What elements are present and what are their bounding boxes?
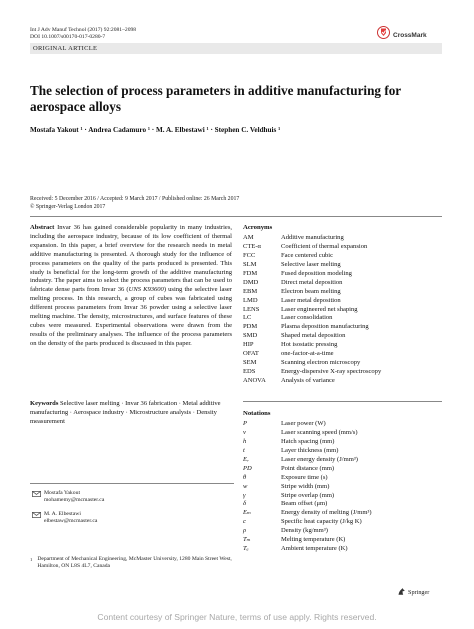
notation-symbol: PD [243,464,252,472]
notation-symbol: ρ [243,527,247,535]
journal-citation: Int J Adv Manuf Technol (2017) 92:2081–2098 [30,27,137,33]
notations-heading: Notations [243,410,271,417]
notation-definition: Stripe width (mm) [281,482,330,490]
notation-row [243,536,443,545]
acronym-definition: Laser engineered net shaping [281,305,358,313]
acronym-row [243,261,443,270]
notation-definition: Laser energy density (J/mm³) [281,455,358,463]
acronym-definition: Direct metal deposition [281,278,343,286]
acronym-symbol: EDS [243,368,256,376]
keywords-label: Keywords [30,400,59,407]
notation-symbol: θ [243,473,247,481]
acronym-row [243,288,443,297]
notation-definition: Laser power (W) [281,420,326,427]
doi-link[interactable]: DOI 10.1007/s00170-017-0280-7 [30,34,106,40]
notation-symbol: Tₘ [243,536,251,544]
acronym-row [243,270,443,279]
abstract-label: Abstract [30,224,55,231]
abstract-paragraph [30,224,232,349]
notation-symbol: w [243,482,248,490]
envelope-icon [30,511,44,520]
notation-symbol: h [243,437,247,445]
keywords-paragraph [30,399,232,426]
acronym-definition: Hot isostatic pressing [281,341,338,349]
acronym-symbol: OFAT [243,350,259,358]
notation-symbol: t [243,446,245,454]
notation-symbol: v [243,428,246,436]
contact-name: Mostafa Yakout [44,490,81,496]
contact-author-2 [30,511,97,526]
acronym-symbol: DMD [243,278,259,286]
publication-history [30,196,239,212]
notation-definition: Layer thickness (mm) [281,446,339,454]
acronym-definition: Shaped metal deposition [281,332,346,340]
acronym-row [243,234,443,243]
acronym-definition: Fused deposition modeling [281,269,352,277]
received-dates: Received: 5 December 2016 / Accepted: 9 March 2017 / Published online: 26 March 2017 [30,196,240,202]
notation-definition: Melting temperature (K) [281,536,346,544]
affiliation-footnote [30,556,234,570]
notation-symbol: Eₘ [243,509,252,517]
notation-row [243,483,443,492]
acronym-symbol: AM [243,234,254,241]
notation-row [243,420,443,429]
envelope-icon [30,490,44,499]
notation-definition: Specific heat capacity (J/kg K) [281,518,362,526]
springer-horse-icon [397,587,406,598]
acronym-definition: Additive manufacturing [281,234,344,241]
crossmark-label: CrossMark [393,31,427,39]
contact-name: M. A. Elbestawi [44,511,81,517]
footnote-marker: 1 [30,557,33,562]
acronym-row [243,297,443,306]
acronym-list [243,234,443,386]
acronym-definition: Laser consolidation [281,314,333,322]
abstract-alloy-code: UNS K93600 [128,286,164,294]
acronym-definition: Energy-dispersive X-ray spectroscopy [281,368,382,376]
acronym-symbol: CTE-α [243,242,261,250]
notation-row [243,474,443,483]
acronym-definition: Plasma deposition manufacturing [281,323,369,331]
acronym-row [243,279,443,288]
notation-symbol: c [243,518,246,526]
acronym-symbol: FCC [243,251,256,259]
notation-row [243,465,443,474]
article-title: The selection of process parameters in additive manufacturing for aerospace alloys [30,83,401,114]
notation-row [243,527,443,536]
author-list: Mostafa Yakout ¹ · Andrea Cadamuro ¹ · M. A. Elbestawi ¹ · Stephen C. Veldhuis ¹ [30,126,281,134]
acronym-symbol: LENS [243,305,260,313]
section-tag-bar [30,43,442,54]
acronym-definition: Scanning electron microscopy [281,359,361,367]
acronym-row [243,377,443,386]
notation-row [243,447,443,456]
acronym-symbol: HIP [243,341,254,349]
notation-row [243,545,443,554]
acronym-definition: Analysis of variance [281,377,335,384]
notation-symbol: δ [243,500,247,508]
notation-definition: Stripe overlap (mm) [281,491,335,499]
notation-row [243,492,443,501]
keywords-text: Selective laser melting · Invar 36 fabrication · Metal additive manufacturing · Aerospace industry · Microstructure analysis · Density measurement [30,400,221,426]
notation-definition: Ambient temperature (K) [281,545,348,553]
notation-symbol: Eᵥ [243,455,249,463]
acronym-row [243,359,443,368]
acronyms-heading: Acronyms [243,224,273,231]
acronym-symbol: SMD [243,332,258,340]
notation-row [243,518,443,527]
acronym-row [243,306,443,315]
acronym-row [243,368,443,377]
contact-divider [30,483,234,484]
acronym-symbol: FDM [243,269,258,277]
acronym-row [243,341,443,350]
acronym-symbol: PDM [243,323,258,331]
notation-symbol: Tₐ [243,545,249,553]
notation-row [243,429,443,438]
notation-row [243,500,443,509]
notation-definition: Beam offset (μm) [281,500,328,508]
acronym-row [243,243,443,252]
acronym-symbol: ANOVA [243,377,266,384]
section-tag: ORIGINAL ARTICLE [33,45,98,52]
acronym-row [243,350,443,359]
acronym-symbol: SEM [243,359,257,367]
notation-definition: Energy density of melting (J/mm³) [281,509,372,517]
crossmark-icon [377,26,390,44]
notation-definition: Exposure time (s) [281,473,328,481]
notation-row [243,509,443,518]
acronym-row [243,332,443,341]
notation-definition: Hatch spacing (mm) [281,437,335,445]
acronym-definition: Coefficient of thermal expansion [281,242,368,250]
contact-email[interactable]: mohamemy@mcmaster.ca [44,497,105,504]
acronym-definition: Selective laser melting [281,260,341,268]
acronym-row [243,252,443,261]
publisher-name: Springer [408,589,430,596]
notation-definition: Density (kg/mm³) [281,527,328,535]
footnote-text: Department of Mechanical Engineering, McMaster University, 1280 Main Street West, Hamilton, ON L8S 4L7, Canada [37,556,232,570]
notation-definition: Point distance (mm) [281,464,335,472]
abstract-text-continued: ) using the selective laser melting process. In this research, a group of cubes was fabricated using different process parameters from Invar 36 powder using a selective laser melting machine. The density, microstructures, and surface features of these cubes were measured. Experimental observations were drawn from the results of the preliminary analyses. The influence of the process parameters on the density of the parts produced is discussed in this paper. [30,286,232,347]
contact-email[interactable]: elbestaw@mcmaster.ca [44,518,98,525]
acronym-row [243,314,443,323]
acronym-definition: Face centered cubic [281,251,333,259]
acronym-symbol: EBM [243,287,258,295]
copyright-line: © Springer-Verlag London 2017 [30,203,106,210]
notation-definition: Laser scanning speed (mm/s) [281,428,358,436]
notation-list [243,420,443,554]
acronym-symbol: LC [243,314,252,322]
acronym-definition: Electron beam melting [281,287,341,295]
contact-author-1 [30,490,104,505]
acronym-row [243,323,443,332]
abstract-text: Invar 36 has gained considerable popularity in many industries, including the aerospace industry, because of its low coefficient of thermal expansion. In this paper, a brief overview for the research needs in metal additive manufacturing is presented. A thorough study for the influence of process parameters on the quality of the parts produced is presented. This study is beneficial for the long-term growth of the additive manufacturing industry. The paper aims to select the process parameters that can be used to fabricate dense parts from Invar 36 ( [30,224,233,294]
glossary-divider [243,401,442,402]
crossmark-badge[interactable] [377,26,427,44]
acronym-definition: one-factor-at-a-time [281,350,334,358]
notation-row [243,438,443,447]
acronym-symbol: SLM [243,260,257,268]
notation-symbol: P [243,420,247,427]
acronym-definition: Laser metal deposition [281,296,341,304]
notation-symbol: γ [243,491,246,499]
notation-row [243,456,443,465]
divider [30,216,442,217]
courtesy-notice: Content courtesy of Springer Nature, terms of use apply. Rights reserved. [97,612,377,622]
acronym-symbol: LMD [243,296,258,304]
publisher-logo [397,587,429,598]
